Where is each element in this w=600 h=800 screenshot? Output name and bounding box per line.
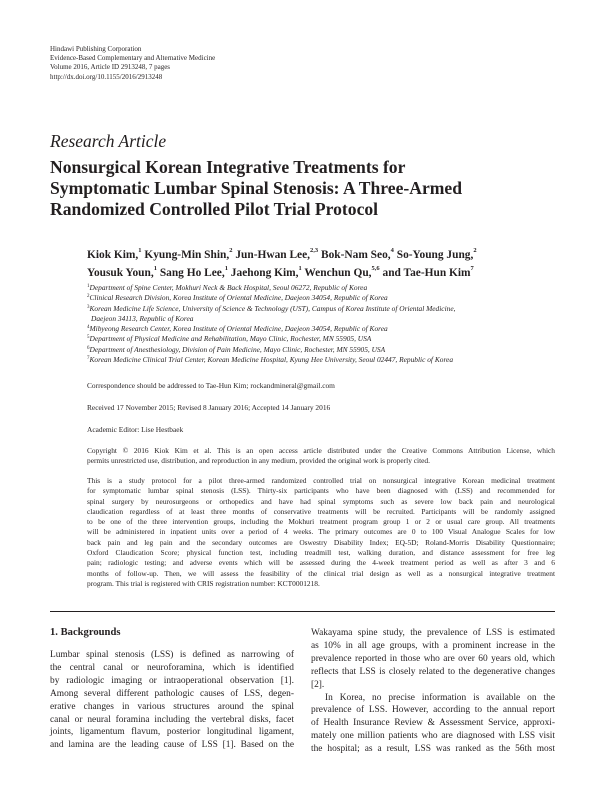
section-heading: 1. Backgrounds — [50, 627, 121, 638]
affiliation-list — [87, 283, 557, 365]
title-line: Symptomatic Lumbar Spinal Stenosis: A Three-Armed — [50, 178, 463, 198]
volume-info: Volume 2016, Article ID 2913248, 7 pages — [50, 63, 171, 72]
author-name: and Tae-Hun Kim — [382, 267, 471, 279]
author-list — [87, 246, 557, 282]
author-name: So-Young Jung, — [396, 249, 474, 261]
correspondence: Correspondence should be addressed to Tae-Hun Kim; rockandmineral@gmail.com — [87, 381, 335, 390]
author-affil-ref: 2 — [229, 247, 233, 254]
copyright-notice: Copyright © 2016 Kiok Kim et al. This is an open access article distributed under the Creative Commons Attribution License, which permits unrestricted use, distribution, and reproduction in any medium, provided the original work is properly cited. — [87, 446, 555, 466]
author-affil-ref: 7 — [470, 265, 474, 272]
journal-header — [50, 45, 215, 82]
author-affil-ref: 2 — [473, 247, 477, 254]
author-name: Kiok Kim, — [87, 249, 139, 261]
author-name: Bok-Nam Seo, — [321, 249, 391, 261]
author-affil-ref: 1 — [153, 265, 157, 272]
author-affil-ref: 1 — [138, 247, 142, 254]
affiliation: $^7$Korean Medicine Clinical Trial Center, Korean Medicine Hospital, Kyung Hee University, Seoul 02447, Republic of Korea — [87, 355, 454, 365]
title-line: Randomized Controlled Pilot Trial Protocol — [50, 199, 379, 219]
author-name: Jun-Hwan Lee, — [235, 249, 311, 261]
author-name: Jaehong Kim, — [230, 267, 299, 279]
doi-link[interactable]: http://dx.doi.org/10.1155/2016/2913248 — [50, 72, 163, 81]
article-type: Research Article — [50, 131, 167, 151]
affiliation: $^4$Mibyeong Research Center, Korea Institute of Oriental Medicine, Daejeon 34054, Republic of Korea — [87, 324, 388, 334]
abstract: This is a study protocol for a pilot three-armed randomized controlled trial on nonsurgical integrative Korean medicinal treatment for symptomatic lumbar spinal stenosis (LSS). Thirty-six participants who have been diagnosed with (LSS) and recommended for spinal surgery by neurosurgeons or orthopedics and have had spinal symptoms such as severe low back pain and neurological claudication regardless of at least three months of conservative treatments will be recruited. Participants will be randomly assigned to be one of the three intervention groups, including the Mokhuri treatment program group 1 or 2 or usual care group. All treatments will be administered in inpatient units over a period of 4 weeks. The primary outcomes are 0 to 100 Visual Analogue Scales for low back pain and leg pain and the secondary outcomes are Oswestry Disability Index; EQ-5D; Roland-Morris Disability Questionnaire; Oxford Claudication Score; physical function test, including treadmill test, walking duration, and distance assessment for free leg pain; radiologic testing; and adverse events which will be assessed during the 4-week treatment period as well as after 3 and 6 months of follow-up. Then, we will assess the feasibility of the clinical trial design as well as a nonsurgical integrative treatment program. This trial is registered with CRIS registration number: KCT0001218. — [87, 476, 555, 588]
affiliation: $^5$Department of Physical Medicine and Rehabilitation, Mayo Clinic, Rochester, MN 55905, USA — [87, 334, 372, 344]
title-line: Nonsurgical Korean Integrative Treatments for — [50, 157, 406, 177]
author-name: Yousuk Youn, — [87, 267, 154, 279]
author-name: Sang Ho Lee, — [159, 267, 225, 279]
affiliation: $^3$Korean Medicine Life Science, University of Science & Technology (UST), Campus of Korea Institute of Oriental Medicine, — [87, 303, 456, 313]
author-affil-ref: 4 — [390, 247, 394, 254]
affiliation: $^6$Department of Anesthesiology, Division of Pain Medicine, Mayo Clinic, Rochester, MN 55905, USA — [87, 344, 386, 354]
section-divider — [50, 611, 555, 612]
academic-editor: Academic Editor: Lise Hestbaek — [87, 425, 184, 434]
affiliation-continued: Daejeon 34113, Republic of Korea — [91, 313, 194, 323]
author-affil-ref: 1 — [224, 265, 228, 272]
received-dates: Received 17 November 2015; Revised 8 January 2016; Accepted 14 January 2016 — [87, 403, 331, 412]
author-affil-ref: 2,3 — [310, 247, 319, 254]
body-column-left: Lumbar spinal stenosis (LSS) is defined as narrowing of the central canal or neuroforamina, which is identified by radiologic imaging or intraoperational observation [1]. Among several different pathologic causes of LSS, degen- erative changes in various structures around the spinal canal or neural foramina including the vertebral disks, facet joints, ligamentum flavum, posterior longitudinal ligament, and lamina are the leading cause of LSS [1]. Based on the — [50, 650, 294, 751]
author-affil-ref: 5,6 — [371, 265, 380, 272]
body-column-right: Wakayama spine study, the prevalence of LSS is estimated as 10% in all age groups, with a prominent increase in the prevalence reported in those who are over 60 years old, which reflects that LSS is closely related to the degenerative changes [2]. In Korea, no precise information is available on the prevalence of LSS. However, according to the annual report of Health Insurance Review & Assessment Service, approxi- mately one million patients who are diagnosed with LSS visit the hospital; as a result, LSS was ranked as the 56th most — [311, 628, 555, 755]
publisher-name: Hindawi Publishing Corporation — [50, 45, 142, 53]
affiliation: $^1$Department of Spine Center, Mokhuri Neck & Back Hospital, Seoul 06272, Republic of Korea — [87, 283, 368, 292]
journal-name: Evidence-Based Complementary and Alternative Medicine — [50, 54, 216, 63]
author-name: Wenchun Qu, — [304, 267, 372, 279]
affiliation: $^2$Clinical Research Division, Korea Institute of Oriental Medicine, Daejeon 34054, Republic of Korea — [87, 293, 388, 303]
author-name: Kyung-Min Shin, — [144, 249, 230, 261]
author-affil-ref: 1 — [298, 265, 302, 272]
paper-title — [50, 157, 550, 220]
